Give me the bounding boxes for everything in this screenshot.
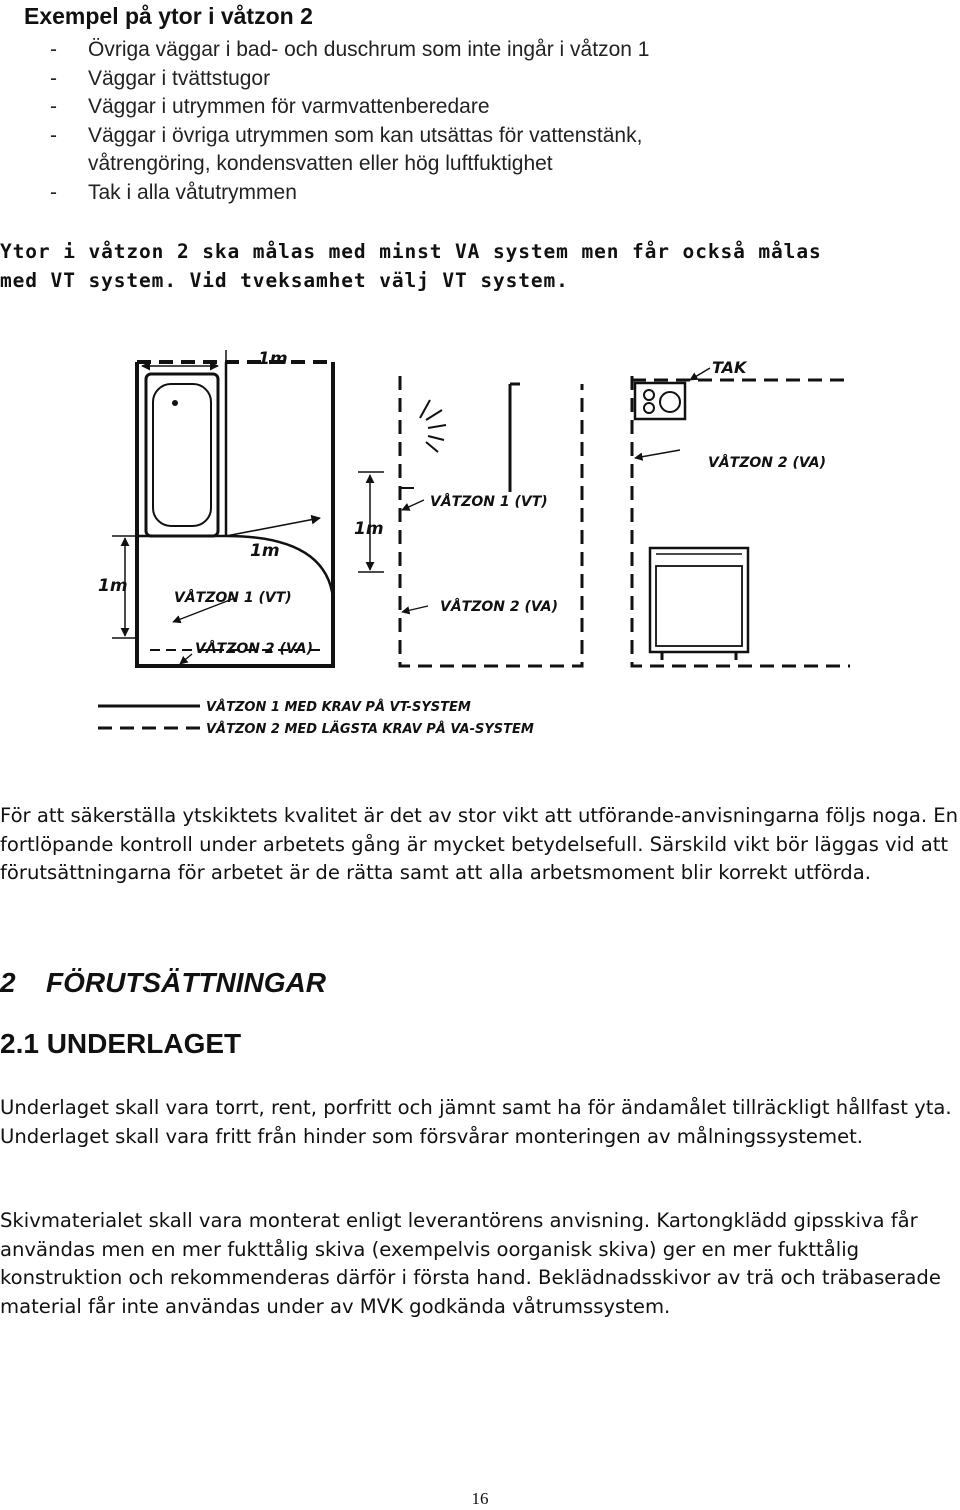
paragraph-underlaget: Underlaget skall vara torrt, rent, porfritt och jämnt samt ha för ändamålet tillräckligt hållfast yta. Underlaget skall vara fritt från hinder som försvårar monteringen av målningssystemet. [0,1096,952,1148]
zone-2-label: VÅTZON 2 (VA) [440,599,558,615]
list-item [50,93,649,122]
dim-label-1m: 1m [250,541,280,561]
zone-1-label: VÅTZON 1 (VT) [430,494,548,510]
list-item [50,36,649,65]
shower-wall-elevation [358,376,582,666]
wet-zone-diagram [90,340,850,750]
section-heading: Exempel på ytor i våtzon 2 [24,3,313,29]
shower-head-icon [420,400,446,452]
legend-dashed-label: VÅTZON 2 MED LÄGSTA KRAV PÅ VA-SYSTEM [206,722,534,737]
zone-2-label: VÅTZON 2 (VA) [708,455,826,471]
wet-zone-2-surface-list [50,36,649,207]
list-item [50,65,649,94]
bold-note: Ytor i våtzon 2 ska målas med minst VA system men får också målas med VT system. Vid tveksamhet välj VT system. [0,240,822,292]
heading-title: FÖRUTSÄTTNINGAR [46,967,326,998]
paragraph-quality: För att säkerställa ytskiktets kvalitet är det av stor vikt att utförande-anvisningarna följs noga. En fortlöpande kontroll under arbetets gång är mycket betydelsefull. Särskild vikt bör läggas vid att förutsättningarna för arbetet är de rätta samt att alla arbetsmoment blir korrekt utförda. [0,804,959,884]
list-item-text: våtrengöring, kondensvatten eller hög luftfuktighet [88,152,553,175]
paragraph-skivmaterial: Skivmaterialet skall vara monterat enligt leverantörens anvisning. Kartongklädd gipsskiva får användas men en mer fukttålig skiva (exempelvis oorganisk skiva) ger en mer fukttålig konstruktion och rekommenderas därför i första hand. Beklädnadsskivor av trä och träbaserade material får inte användas under av MVK godkända våtrumssystem. [0,1209,941,1318]
list-item-continuation [50,150,649,179]
diagram-legend [98,706,200,728]
list-item-text: Tak i alla våtutrymmen [88,180,297,204]
heading-underlaget: 2.1 UNDERLAGET [0,1028,242,1059]
dim-label-1m: 1m [98,576,128,596]
dim-label-1m: 1m [354,519,384,539]
list-dash: - [50,95,57,118]
list-item-text: Väggar i övriga utrymmen som kan utsättas för vattenstänk, [88,123,643,147]
list-item [50,122,649,151]
list-dash: - [50,180,57,204]
list-dash: - [50,66,57,90]
zone-2-label: VÅTZON 2 (VA) [195,641,313,657]
laundry-room-elevation [632,368,850,666]
page-number: 16 [471,1489,489,1508]
list-dash: - [50,38,57,61]
ceiling-label: TAK [712,358,747,377]
list-item-text: Väggar i utrymmen för varmvattenberedare [88,95,490,118]
bathtub [146,374,218,536]
list-item [50,179,649,208]
heading-forutsattningar [0,963,326,1003]
zone-1-label: VÅTZON 1 (VT) [174,590,292,606]
list-dash: - [50,123,57,147]
bathroom-plan [112,350,333,666]
washing-machine [650,548,748,652]
list-item-text: Väggar i tvättstugor [88,66,271,90]
dim-label-1m: 1m [258,349,288,369]
list-item-text: Övriga väggar i bad- och duschrum som inte ingår i våtzon 1 [88,38,650,61]
heading-number: 2 [0,967,16,998]
legend-solid-label: VÅTZON 1 MED KRAV PÅ VT-SYSTEM [206,700,471,715]
